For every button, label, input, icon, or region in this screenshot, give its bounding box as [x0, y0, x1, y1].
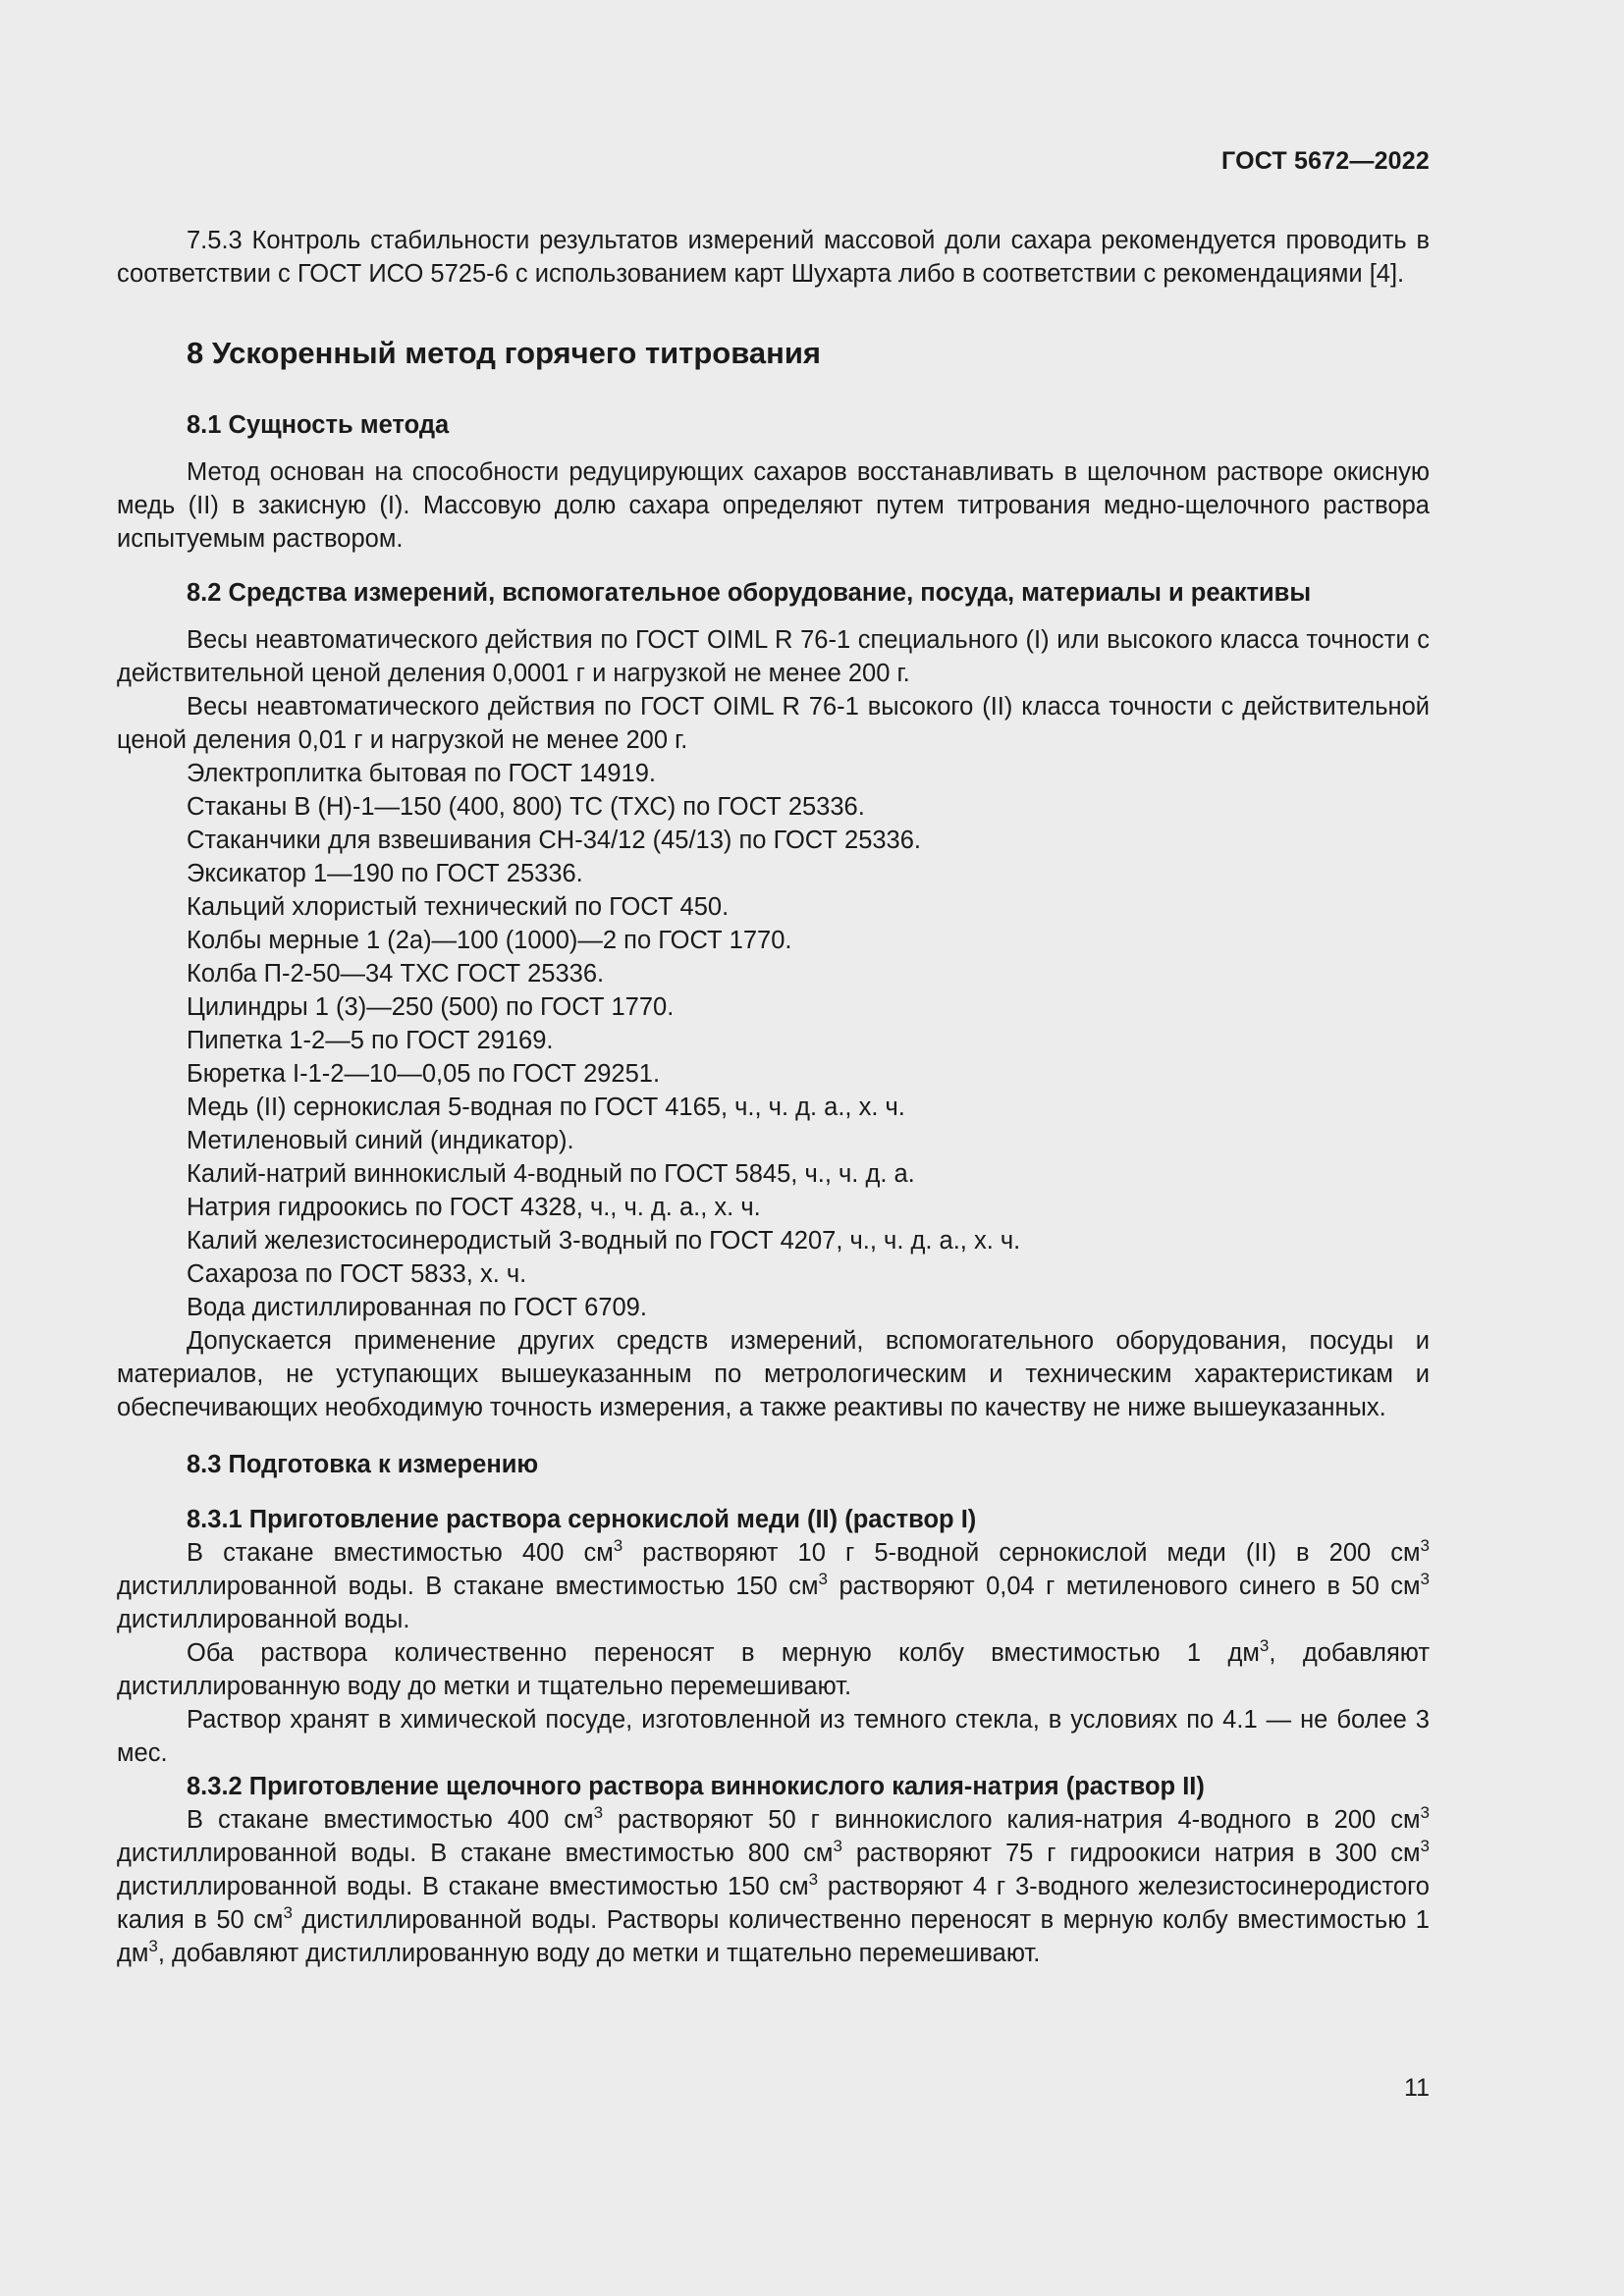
superscript-exponent: 3 — [1259, 1636, 1270, 1655]
equipment-list-item: Цилиндры 1 (3)—250 (500) по ГОСТ 1770. — [187, 993, 675, 1021]
paragraph-7-5-3: 7.5.3 Контроль стабильности результатов измерений массовой доли сахара рекомендуется проводить в соответствии с ГОСТ ИСО 5725-6 с использованием карт Шухарта либо в соответствии с рекомендациями [4]. — [117, 227, 1430, 288]
equipment-list-item: Калий железистосинеродистый 3-водный по ГОСТ 4207, ч., ч. д. а., х. ч. — [187, 1227, 1021, 1255]
section-8-2-heading: 8.2 Средства измерений, вспомогательное оборудование, посуда, материалы и реактивы — [187, 579, 1312, 607]
document-id: ГОСТ 5672—2022 — [1221, 147, 1430, 175]
superscript-exponent: 3 — [283, 1903, 293, 1922]
superscript-exponent: 3 — [593, 1803, 604, 1822]
equipment-list-item: Кальций хлористый технический по ГОСТ 450. — [187, 893, 730, 921]
text-run: Оба раствора количественно переносят в мерную колбу вместимостью 1 дм — [187, 1639, 1260, 1667]
equipment-list-item: Стаканчики для взвешивания СН-34/12 (45/13) по ГОСТ 25336. — [187, 827, 922, 854]
text-run: дистиллированной воды. В стакане вместимостью 150 см — [117, 1873, 809, 1900]
section-8-3-2-paragraph — [117, 1803, 1430, 1970]
equipment-list-item: Натрия гидроокись по ГОСТ 4328, ч., ч. д. а., х. ч. — [187, 1194, 761, 1221]
text-run: дистиллированной воды. В стакане вместимостью 800 см — [117, 1840, 834, 1867]
section-8-heading: 8 Ускоренный метод горячего титрования — [187, 336, 821, 370]
equipment-list-item: Эксикатор 1—190 по ГОСТ 25336. — [187, 860, 583, 887]
equipment-list-item: Стаканы В (Н)-1—150 (400, 800) ТС (ТХС) по ГОСТ 25336. — [187, 793, 865, 821]
section-8-3-1-paragraph: Раствор хранят в химической посуде, изготовленной из темного стекла, в условиях по 4.1 — не более 3 мес. — [117, 1706, 1430, 1767]
superscript-exponent: 3 — [808, 1870, 819, 1889]
section-8-3-1-paragraph — [117, 1536, 1430, 1636]
text-run: дистиллированной воды. Растворы количественно переносят в мерную колбу вместимостью 1 дм — [117, 1906, 1430, 1967]
text-run: , добавляют дистиллированную воду до метки и тщательно перемешивают. — [117, 1639, 1430, 1700]
superscript-exponent: 3 — [833, 1837, 842, 1855]
equipment-list-item: Вода дистиллированная по ГОСТ 6709. — [187, 1294, 647, 1321]
section-8-3-2-heading: 8.3.2 Приготовление щелочного раствора виннокислого калия-натрия (раствор II) — [187, 1773, 1205, 1800]
text-run: растворяют 0,04 г метиленового синего в 50 см — [828, 1573, 1421, 1600]
superscript-exponent: 3 — [1420, 1837, 1430, 1855]
equipment-list-item: Сахароза по ГОСТ 5833, х. ч. — [187, 1260, 527, 1288]
equipment-list-item: Медь (II) сернокислая 5-водная по ГОСТ 4165, ч., ч. д. а., х. ч. — [187, 1094, 905, 1121]
superscript-exponent: 3 — [613, 1536, 623, 1555]
equipment-list — [117, 757, 1430, 1324]
section-8-2-paragraph: Весы неавтоматического действия по ГОСТ OIML R 76-1 специального (I) или высокого класса точности с действительной ценой деления 0,0001 г и нагрузкой не менее 200 г. — [117, 626, 1430, 687]
text-run: дистиллированной воды. В стакане вместимостью 150 см — [117, 1573, 819, 1600]
superscript-exponent: 3 — [1420, 1803, 1430, 1822]
text-run: дистиллированной воды. — [117, 1606, 410, 1633]
text-run: растворяют 50 г виннокислого калия-натрия 4-водного в 200 см — [603, 1806, 1421, 1834]
section-8-3-1-heading: 8.3.1 Приготовление раствора сернокислой меди (II) (раствор I) — [187, 1506, 977, 1533]
equipment-list-item: Колба П-2-50—34 ТХС ГОСТ 25336. — [187, 960, 605, 988]
superscript-exponent: 3 — [1420, 1536, 1430, 1555]
equipment-list-item: Электроплитка бытовая по ГОСТ 14919. — [187, 760, 656, 787]
text-run: растворяют 4 г 3-водного железистосинеродистого калия в 50 см — [117, 1873, 1430, 1934]
section-8-3-1-paragraph — [117, 1636, 1430, 1703]
equipment-list-item: Метиленовый синий (индикатор). — [187, 1127, 574, 1154]
equipment-list-item: Колбы мерные 1 (2а)—100 (1000)—2 по ГОСТ 1770. — [187, 927, 792, 954]
section-8-1-text: Метод основан на способности редуцирующих сахаров восстанавливать в щелочном растворе окисную медь (II) в закисную (I). Массовую долю сахара определяют путем титрования медно-щелочного раствора испытуемым раствором. — [117, 458, 1430, 553]
text-run: , добавляют дистиллированную воду до метки и тщательно перемешивают. — [157, 1940, 1041, 1967]
equipment-list-item: Калий-натрий виннокислый 4-водный по ГОСТ 5845, ч., ч. д. а. — [187, 1160, 915, 1188]
equipment-list-item: Пипетка 1-2—5 по ГОСТ 29169. — [187, 1027, 554, 1054]
section-8-3-heading: 8.3 Подготовка к измерению — [187, 1451, 539, 1478]
section-8-2-paragraph: Допускается применение других средств измерений, вспомогательного оборудования, посуды и материалов, не уступающих вышеуказанным по метрологическим и техническим характеристикам и обеспечивающих необходимую точность измерения, а также реактивы по качеству не ниже вышеуказанных. — [117, 1327, 1430, 1421]
section-8-1-heading: 8.1 Сущность метода — [187, 411, 450, 439]
section-8-2-paragraph: Весы неавтоматического действия по ГОСТ OIML R 76-1 высокого (II) класса точности с действительной ценой деления 0,01 г и нагрузкой не менее 200 г. — [117, 693, 1430, 754]
equipment-list-item: Бюретка I-1-2—10—0,05 по ГОСТ 29251. — [187, 1060, 661, 1088]
superscript-exponent: 3 — [818, 1570, 829, 1588]
superscript-exponent: 3 — [1420, 1570, 1430, 1588]
text-run: В стакане вместимостью 400 см — [187, 1806, 594, 1834]
text-run: В стакане вместимостью 400 см — [187, 1539, 614, 1567]
text-run: растворяют 10 г 5-водной сернокислой меди (II) в 200 см — [623, 1539, 1421, 1567]
page-number: 11 — [1404, 2074, 1430, 2102]
document-body — [117, 224, 1430, 1970]
text-run: растворяют 75 г гидроокиси натрия в 300 см — [841, 1840, 1421, 1867]
superscript-exponent: 3 — [148, 1937, 158, 1955]
